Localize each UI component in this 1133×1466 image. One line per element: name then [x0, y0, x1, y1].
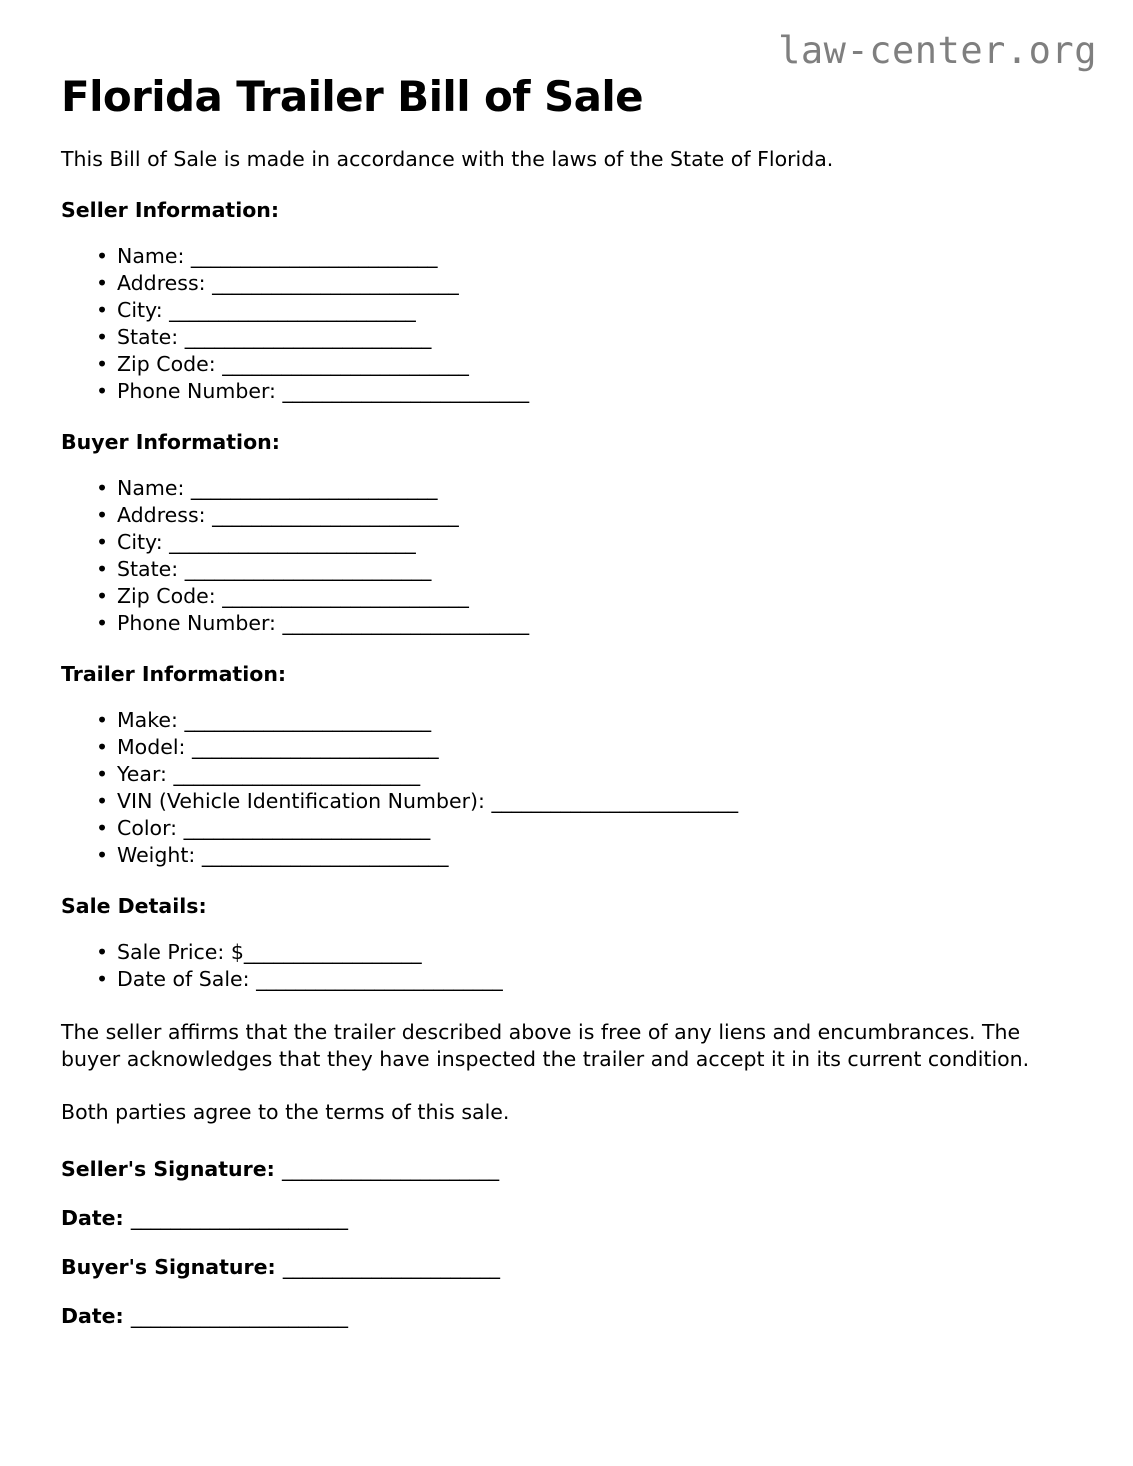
seller-information-heading: Seller Information:	[61, 197, 280, 222]
field-blank[interactable]: _________________________	[169, 297, 416, 322]
affirmation-paragraph: The seller affirms that the trailer described above is free of any liens and encumbrances. The buyer acknowledges that they have inspected the trailer and accept it in its current condition.	[61, 1019, 1030, 1071]
field-blank[interactable]: _________________________	[282, 378, 529, 403]
field-blank[interactable]: _________________________	[222, 351, 469, 376]
field-blank[interactable]: _________________________	[191, 734, 439, 759]
seller-signature-blank[interactable]: ______________________	[282, 1156, 499, 1181]
seller-date-label: Date:	[61, 1205, 131, 1230]
seller-signature-line	[61, 1156, 1066, 1183]
field-blank[interactable]: _________________________	[212, 502, 459, 527]
field-blank[interactable]: _________________________	[190, 475, 438, 500]
field-blank[interactable]: _________________________	[222, 583, 469, 608]
field-label: Model:	[117, 734, 192, 759]
seller-date-line	[61, 1205, 1066, 1232]
field-label: Name:	[117, 243, 191, 268]
field-label: Weight:	[117, 842, 202, 867]
field-label: Name:	[117, 475, 191, 500]
trailer-information-list	[61, 707, 1066, 869]
agreement-block	[61, 1099, 1066, 1126]
field-label: VIN (Vehicle Identification Number):	[117, 788, 492, 813]
buyer-signature-label: Buyer's Signature:	[61, 1254, 283, 1279]
field-label: Year:	[117, 761, 174, 786]
field-blank[interactable]: _________________________	[212, 270, 459, 295]
list-item	[61, 475, 1066, 502]
field-label: Zip Code:	[117, 351, 223, 376]
field-label: Phone Number:	[117, 610, 283, 635]
field-label: Date of Sale:	[117, 966, 257, 991]
list-item	[61, 502, 1066, 529]
field-label: Address:	[117, 502, 213, 527]
spacer	[61, 405, 1066, 429]
field-label: Phone Number:	[117, 378, 283, 403]
sale-details-heading: Sale Details:	[61, 893, 207, 918]
buyer-date-label: Date:	[61, 1303, 131, 1328]
page-title: Florida Trailer Bill of Sale	[61, 72, 644, 121]
spacer	[61, 224, 1066, 243]
buyer-signature-line	[61, 1254, 1066, 1281]
list-item	[61, 761, 1066, 788]
field-label: City:	[117, 529, 170, 554]
agreement-paragraph: Both parties agree to the terms of this sale.	[61, 1099, 510, 1124]
intro-paragraph: This Bill of Sale is made in accordance with the laws of the State of Florida.	[61, 146, 834, 171]
signature-block	[61, 1156, 1066, 1330]
spacer	[61, 456, 1066, 475]
seller-signature-label: Seller's Signature:	[61, 1156, 282, 1181]
field-blank[interactable]: __________________	[243, 939, 422, 964]
seller-information-list	[61, 243, 1066, 405]
list-item	[61, 270, 1066, 297]
field-label: Address:	[117, 270, 213, 295]
affirmation-block	[61, 1019, 1066, 1073]
field-label: Make:	[117, 707, 185, 732]
field-blank[interactable]: _________________________	[190, 243, 438, 268]
list-item	[61, 734, 1066, 761]
list-item	[61, 297, 1066, 324]
field-label: Color:	[117, 815, 184, 840]
field-blank[interactable]: _________________________	[183, 815, 430, 840]
list-item	[61, 966, 1066, 993]
list-item	[61, 788, 1066, 815]
list-item	[61, 939, 1066, 966]
field-label: Zip Code:	[117, 583, 223, 608]
field-label: City:	[117, 297, 170, 322]
list-item	[61, 610, 1066, 637]
seller-date-blank[interactable]: ______________________	[130, 1205, 348, 1230]
field-blank[interactable]: _________________________	[256, 966, 503, 991]
list-item	[61, 707, 1066, 734]
field-blank[interactable]: _________________________	[282, 610, 529, 635]
list-item	[61, 529, 1066, 556]
list-item	[61, 842, 1066, 869]
buyer-date-blank[interactable]: ______________________	[130, 1303, 348, 1328]
field-blank[interactable]: _________________________	[184, 556, 431, 581]
trailer-information-heading: Trailer Information:	[61, 661, 287, 686]
field-label: Sale Price: $	[117, 939, 244, 964]
field-blank[interactable]: _________________________	[169, 529, 416, 554]
buyer-signature-blank[interactable]: ______________________	[282, 1254, 500, 1279]
spacer	[61, 920, 1066, 939]
buyer-information-heading: Buyer Information:	[61, 429, 280, 454]
field-blank[interactable]: _________________________	[491, 788, 738, 813]
list-item	[61, 815, 1066, 842]
list-item	[61, 351, 1066, 378]
field-blank[interactable]: _________________________	[184, 707, 431, 732]
document-content	[61, 72, 1066, 1330]
list-item	[61, 243, 1066, 270]
field-blank[interactable]: _________________________	[201, 842, 449, 867]
list-item	[61, 583, 1066, 610]
spacer	[61, 869, 1066, 893]
field-label: State:	[117, 556, 185, 581]
spacer	[61, 173, 1066, 197]
site-watermark: law-center.org	[778, 29, 1097, 72]
list-item	[61, 378, 1066, 405]
spacer	[61, 637, 1066, 661]
field-label: State:	[117, 324, 185, 349]
spacer	[61, 688, 1066, 707]
sale-details-list	[61, 939, 1066, 993]
field-blank[interactable]: _________________________	[173, 761, 420, 786]
list-item	[61, 556, 1066, 583]
buyer-date-line	[61, 1303, 1066, 1330]
list-item	[61, 324, 1066, 351]
buyer-information-list	[61, 475, 1066, 637]
field-blank[interactable]: _________________________	[184, 324, 431, 349]
